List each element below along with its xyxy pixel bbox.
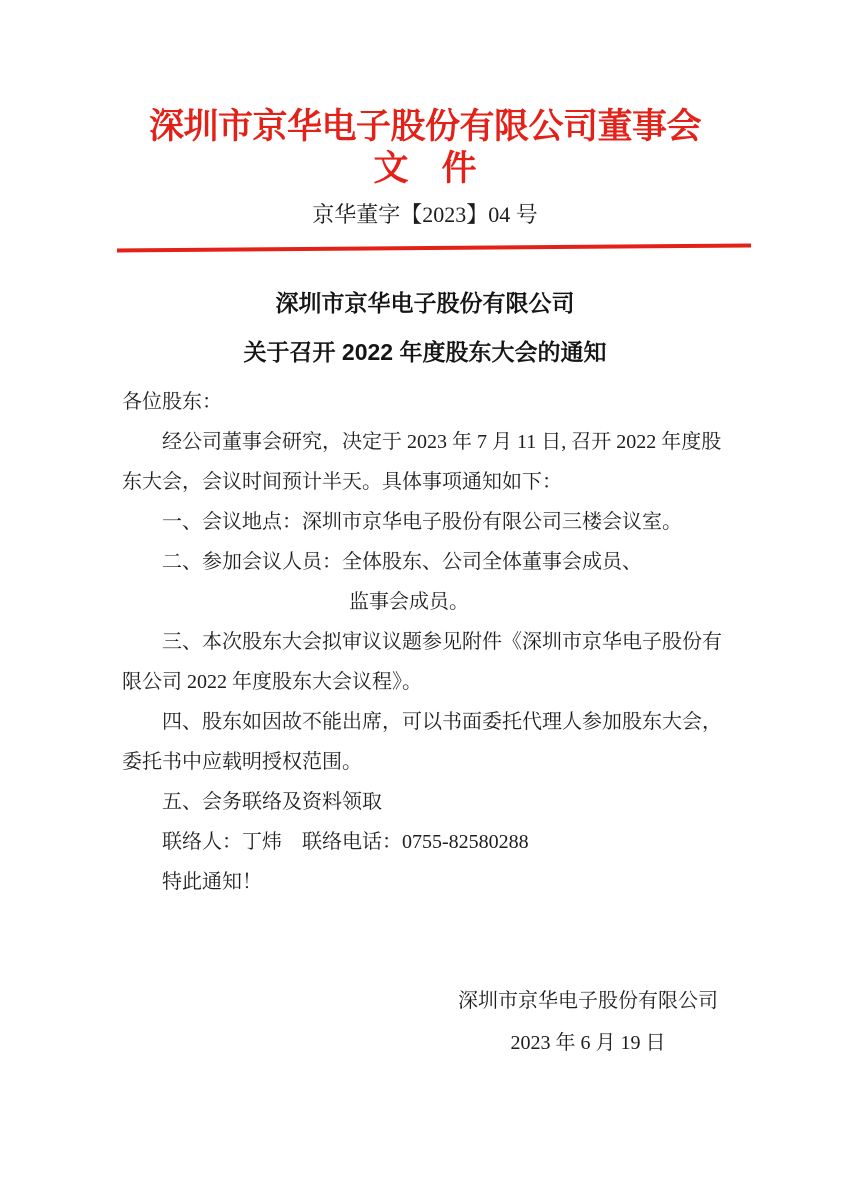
doc-word-char-right: 件: [441, 149, 477, 188]
body-line-item-4: 四、股东如因故不能出席，可以书面委托代理人参加股东大会，: [162, 711, 722, 733]
letterhead-org-title: 深圳市京华电子股份有限公司董事会: [148, 107, 701, 146]
signature-date: 2023 年 6 月 19 日: [510, 1032, 666, 1054]
body-line-item-1: 一、会议地点：深圳市京华电子股份有限公司三楼会议室。: [162, 511, 682, 533]
body-line: 东大会，会议时间预计半天。具体事项通知如下：: [122, 471, 562, 493]
body-line-contact: 联络人：丁炜 联络电话：0755-82580288: [162, 831, 529, 853]
notice-body: [122, 382, 762, 902]
body-line: 经公司董事会研究，决定于 2023 年 7 月 11 日, 召开 2022 年度股: [162, 431, 722, 453]
letterhead-doc-word: [0, 147, 850, 191]
doc-reference-number: 京华董字【2023】04 号: [312, 202, 538, 227]
body-line-closing: 特此通知！: [162, 871, 262, 893]
signature-company: 深圳市京华电子股份有限公司: [458, 990, 718, 1012]
red-divider-rule: [117, 244, 751, 253]
notice-title-company: 深圳市京华电子股份有限公司: [275, 290, 575, 316]
doc-word-char-left: 文: [373, 149, 409, 188]
body-line-salutation: 各位股东：: [122, 391, 222, 413]
body-line: 委托书中应载明授权范围。: [122, 751, 362, 773]
signature-inner: [458, 981, 718, 1063]
notice-title-subject: 关于召开 2022 年度股东大会的通知: [243, 339, 607, 365]
body-line: 监事会成员。: [349, 591, 469, 613]
body-line-item-3: 三、本次股东大会拟审议议题参见附件《深圳市京华电子股份有: [162, 631, 722, 653]
body-line-item-2: 二、参加会议人员：全体股东、公司全体董事会成员、: [162, 551, 642, 573]
body-line-item-5: 五、会务联络及资料领取: [162, 791, 382, 813]
signature-block: [0, 981, 850, 1063]
body-line: 限公司 2022 年度股东大会议程》。: [122, 671, 422, 693]
